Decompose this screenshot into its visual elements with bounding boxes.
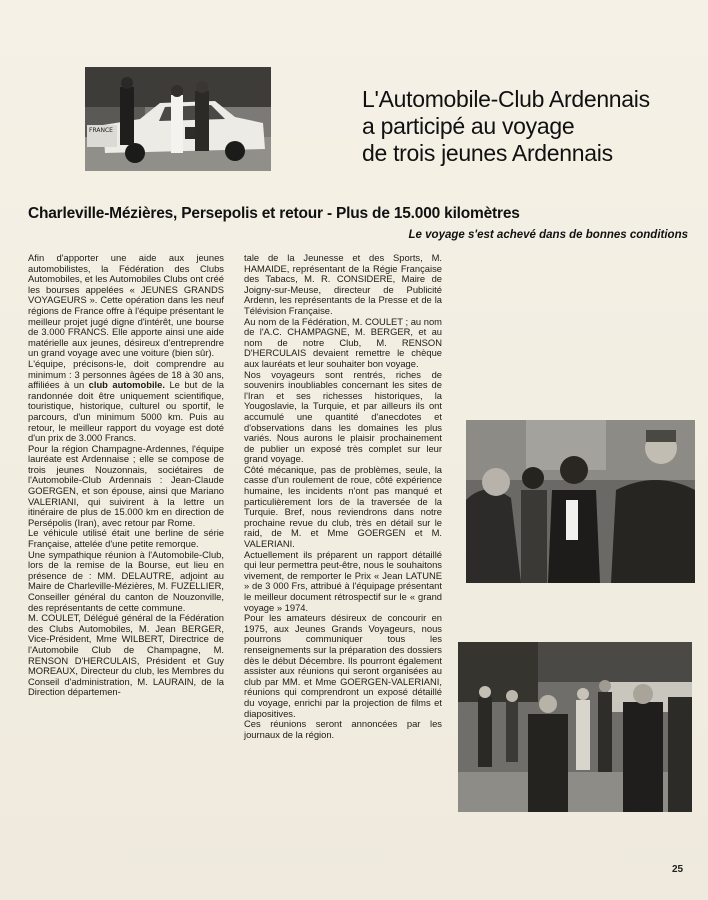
- headline: Charleville-Mézières, Persepolis et retour - Plus de 15.000 kilomètres: [28, 205, 520, 222]
- paragraph: [28, 359, 224, 444]
- paragraph: Le véhicule utilisé était une berline de série Française, attelée d'une petite remorque.: [28, 527, 224, 550]
- article-title: [362, 86, 692, 167]
- title-line-2: a participé au voyage: [362, 113, 575, 139]
- paragraph: Une sympathique réunion à l'Automobile-Club, lors de la remise de la Bourse, eut lieu en présence de : MM. DELAUTRE, adjoint au Maire de Charleville-Mézières, M. FUZELLIER, Conseiller général du canton de Nouzonville, des représentants de cette commune.: [28, 548, 224, 613]
- paragraph: Pour les amateurs désireux de concourir en 1975, aux Jeunes Grands Voyageurs, nous pourrons communiquer tous les renseignements sur la préparation des dossiers dès le début Décembre. Ils pourront également assister aux réunions qui seront organisées au club par MM. et Mme GOERGEN-VALERIANI, réunions qui comprendront un exposé détaillé du voyage, enrichi par la projection de films et diapositives.: [244, 612, 442, 719]
- paragraph: Afin d'apporter une aide aux jeunes automobilistes, la Fédération des Clubs Automobiles, et les Automobiles Clubs ont créé les bourses appelées « JEUNES GRANDS VOYAGEURS ». Cette opération dans les neuf régions de France offre à l'équipe présentant le meilleur projet jugé digne d'intérêt, une bourse de 3.000 FRANCS. Elle apporte ainsi une aide matérielle aux jeunes, désireux d'entreprendre un grand voyage avec une voiture (bien sûr).: [28, 252, 225, 359]
- page-number: 25: [672, 864, 684, 875]
- text-column-2: [244, 253, 442, 740]
- photo-ceremony-conversation: [466, 420, 695, 583]
- paragraph: Ces réunions seront annoncées par les journaux de la région.: [244, 718, 442, 740]
- subheadline: Le voyage s'est achevé dans de bonnes conditions: [408, 229, 688, 241]
- text-column-1: [28, 253, 224, 698]
- paragraph: Au nom de la Fédération, M. COULET ; au nom de l'A.C. CHAMPAGNE, M. BERGER, et au nom de notre Club, M. RENSON D'HERCULAIS devaient remettre le chèque aux lauréats et leur souhaiter bon voyage.: [244, 315, 442, 369]
- paragraph: Côté mécanique, pas de problèmes, seule, la casse d'un roulement de roue, côté expérience humaine, les incidents n'ont pas manqué et particulièrement lors de la traversée de la Turquie. Bref, nous reviendrons dans notre prochaine revue du club, très en détail sur le raid, de M. et Mme GOERGEN et M. VALERIANI.: [244, 463, 442, 550]
- text-run-bold: club automobile.: [88, 379, 165, 391]
- photo-car-with-travellers: [85, 67, 271, 171]
- text-run: Le but de la randonnée doit être uniquement scientifique, touristique, historique, culturel ou sportif, le parcours, d'un minimum 5000 km. Puis au retour, le meilleur rapport du voyage est doté d'un prix de 3.000 Francs.: [28, 379, 225, 444]
- paragraph: Nos voyageurs sont rentrés, riches de souvenirs inoubliables concernant les sites de l'Iran et ses richesses historiques, la Yougoslavie, la Turquie, et par ailleurs ils ont accumulé une quantité d'anecdotes et d'observations dans les domaines les plus variés. Nous aurons le plaisir prochainement de publier un exposé très complet sur leur grand voyage.: [244, 368, 442, 465]
- title-line-1: L'Automobile-Club Ardennais: [362, 86, 650, 112]
- paragraph: Actuellement ils préparent un rapport détaillé qui leur permettra peut-être, nous le souhaitons vivement, de remporter le Prix « Jean LATUNE » de 3 000 Frs, attribué à l'équipage présentant le meilleur document rétrospectif sur le « grand voyage » 1974.: [244, 548, 442, 613]
- photo-crowd-gathering: [458, 642, 692, 812]
- paragraph: tale de la Jeunesse et des Sports, M. HAMAIDE, représentant de la Régie Française des Tabacs, M. R. CONSIDERE, Maire de Joigny-sur-Meuse, directeur de Publicité Ardenn, les représentants de la Presse et de la Télévision Française.: [244, 252, 442, 316]
- paragraph: M. COULET, Délégué général de la Fédération des Clubs Automobiles, M. Jean BERGER, Vice-Président, Mme WILBERT, Directrice de l'Automobile Club de Champagne, M. RENSON D'HERCULAIS, Président et Guy MOREAUX, Directeur du club, les Membres du Conseil d'administration, M. LAURAIN, de la Direction départemen-: [28, 612, 224, 698]
- trailer-plate-text: FRANCE: [89, 127, 113, 134]
- paragraph: Pour la région Champagne-Ardennes, l'équipe lauréate est Ardennaise ; elle se compose de trois jeunes Nouzonnais, sociétaires de l'Automobile-Club Ardennais : Jean-Claude GOERGEN, et son épouse, ainsi que Mariano VALERIANI, qui suivirent à la lettre un itinéraire de plus de 15.000 km en direction de Persépolis (Iran), avec retour par Rome.: [28, 442, 224, 528]
- title-line-3: de trois jeunes Ardennais: [362, 140, 613, 166]
- text-run: L'équipe, précisons-le, doit comprendre au minimum : 3 personnes âgées de 18 à 30 ans, affiliées à un: [28, 357, 224, 391]
